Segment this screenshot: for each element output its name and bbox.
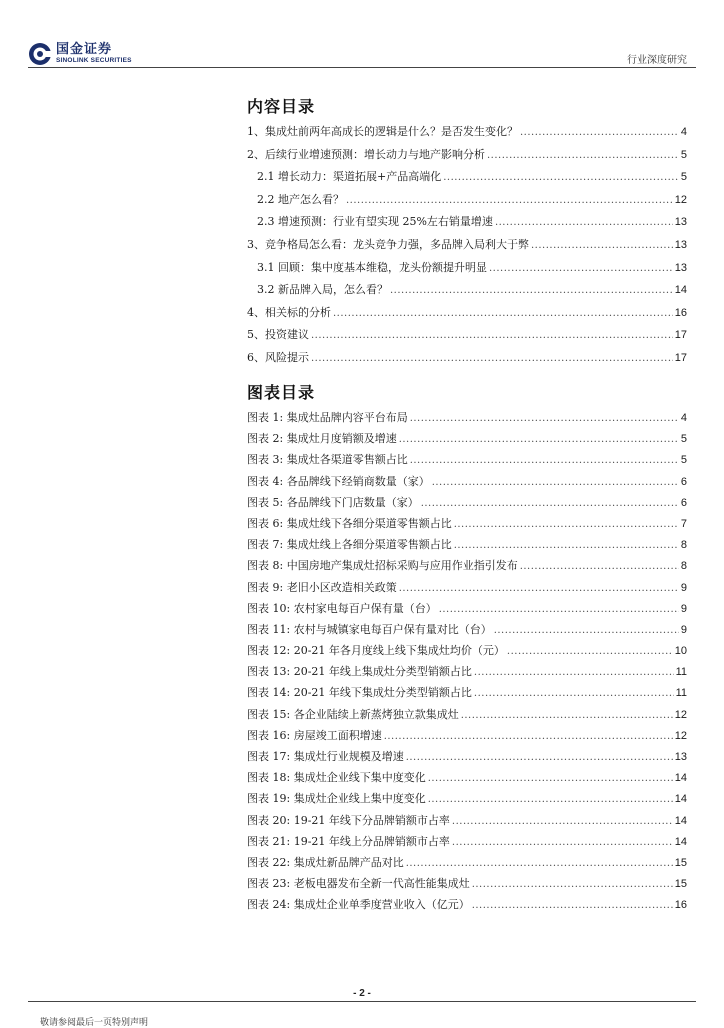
toc-entry-label: 2、后续行业增速预测：增长动力与地产影响分析 xyxy=(247,147,485,161)
figure-entry-label: 图表 6: 集成灶线下各细分渠道零售额占比 xyxy=(247,516,452,530)
figure-entry-page: 6 xyxy=(680,496,687,509)
toc-list xyxy=(247,123,687,372)
toc-entry-label: 4、相关标的分析 xyxy=(247,305,331,319)
toc-entry[interactable] xyxy=(247,259,687,282)
figure-entry-page: 15 xyxy=(674,878,687,891)
figure-entry[interactable] xyxy=(247,790,687,811)
figure-entry-label: 图表 7: 集成灶线上各细分渠道零售额占比 xyxy=(247,538,452,552)
page-header xyxy=(0,0,724,70)
toc-entry[interactable] xyxy=(247,236,687,259)
toc-entry-page: 17 xyxy=(674,329,687,342)
toc-entry-page: 5 xyxy=(680,171,687,184)
dot-leader xyxy=(311,330,673,341)
page-number: - 2 - xyxy=(353,988,371,999)
dot-leader xyxy=(428,773,673,784)
dot-leader xyxy=(346,195,673,206)
toc-entry[interactable] xyxy=(247,123,687,146)
toc-entry-label: 2.3 增速预测：行业有望实现 25%左右销量增速 xyxy=(257,215,493,229)
figure-entry-page: 12 xyxy=(674,708,687,721)
figure-entry[interactable] xyxy=(247,854,687,875)
toc-entry-label: 3.1 回顾：集中度基本维稳，龙头份额提升明显 xyxy=(257,260,487,274)
toc-entry-page: 5 xyxy=(680,148,687,161)
toc-entry-label: 1、集成灶前两年高成长的逻辑是什么？是否发生变化？ xyxy=(247,125,518,138)
figure-entry-page: 5 xyxy=(680,433,687,446)
logo-english-name: SINOLINK SECURITIES xyxy=(56,57,132,65)
dot-leader xyxy=(472,900,673,911)
toc-entry[interactable] xyxy=(247,304,687,327)
figure-entry-label: 图表 13: 20-21 年线上集成灶分类型销额占比 xyxy=(247,665,472,679)
figure-entry-page: 11 xyxy=(675,687,687,700)
toc-entry[interactable] xyxy=(247,213,687,236)
toc-entry-label: 6、风险提示 xyxy=(247,350,309,364)
dot-leader xyxy=(454,540,679,551)
dot-leader xyxy=(452,837,673,848)
dot-leader xyxy=(399,434,679,445)
toc-entry[interactable] xyxy=(247,168,687,191)
figure-entry[interactable] xyxy=(247,621,687,642)
toc-entry[interactable] xyxy=(247,146,687,169)
dot-leader xyxy=(410,413,679,424)
figure-entry[interactable] xyxy=(247,896,687,917)
figure-entry[interactable] xyxy=(247,833,687,854)
figure-entry-page: 5 xyxy=(680,454,687,467)
figure-entry-label: 图表 20: 19-21 年线下分品牌销额市占率 xyxy=(247,813,450,827)
dot-leader xyxy=(474,667,674,678)
logo-chinese-name: 国金证券 xyxy=(56,42,113,58)
figure-entry-label: 图表 11: 农村与城镇家电每百户保有量对比（台） xyxy=(247,622,492,636)
figures-list xyxy=(247,409,687,918)
dot-leader xyxy=(432,477,679,488)
figure-entry-page: 14 xyxy=(674,772,687,785)
dot-leader xyxy=(384,731,673,742)
figure-entry[interactable] xyxy=(247,473,687,494)
header-divider xyxy=(28,67,696,68)
figure-entry-label: 图表 4: 各品牌线下经销商数量（家） xyxy=(247,474,430,488)
figure-entry-label: 图表 16: 房屋竣工面积增速 xyxy=(247,728,382,742)
figure-entry-page: 14 xyxy=(674,835,687,848)
toc-entry-label: 2.2 地产怎么看？ xyxy=(257,192,344,206)
figure-entry-label: 图表 10: 农村家电每百户保有量（台） xyxy=(247,601,437,615)
dot-leader xyxy=(311,353,673,364)
dot-leader xyxy=(507,646,673,657)
dot-leader xyxy=(472,879,673,890)
figure-entry[interactable] xyxy=(247,642,687,663)
figure-entry[interactable] xyxy=(247,769,687,790)
figure-entry[interactable] xyxy=(247,557,687,578)
toc-entry-page: 16 xyxy=(674,306,687,319)
dot-leader xyxy=(520,561,679,572)
dot-leader xyxy=(452,816,673,827)
figure-entry-label: 图表 18: 集成灶企业线下集中度变化 xyxy=(247,771,426,785)
figure-entry-page: 14 xyxy=(674,793,687,806)
figure-entry-page: 9 xyxy=(680,602,687,615)
figure-entry-page: 9 xyxy=(680,581,687,594)
document-type: 行业深度研究 xyxy=(627,55,687,66)
figure-entry-label: 图表 14: 20-21 年线下集成灶分类型销额占比 xyxy=(247,686,472,700)
figure-entry-page: 12 xyxy=(674,729,687,742)
figure-entry-page: 8 xyxy=(680,560,687,573)
figure-entry-label: 图表 22: 集成灶新品牌产品对比 xyxy=(247,855,404,869)
figure-entry[interactable] xyxy=(247,451,687,472)
dot-leader xyxy=(428,794,673,805)
dot-leader xyxy=(461,710,673,721)
toc-entry[interactable] xyxy=(247,281,687,304)
figure-entry-page: 10 xyxy=(674,645,687,658)
toc-title: 内容目录 xyxy=(247,97,316,116)
figure-entry-label: 图表 17: 集成灶行业规模及增速 xyxy=(247,750,404,763)
toc-entry-page: 17 xyxy=(674,351,687,364)
figure-entry[interactable] xyxy=(247,812,687,833)
figure-entry[interactable] xyxy=(247,536,687,557)
figure-entry-label: 图表 15: 各企业陆续上新蒸烤独立款集成灶 xyxy=(247,707,459,721)
figure-entry-label: 图表 1: 集成灶品牌内容平台布局 xyxy=(247,411,408,424)
figure-entry-label: 图表 21: 19-21 年线上分品牌销额市占率 xyxy=(247,834,450,848)
figure-entry[interactable] xyxy=(247,875,687,896)
dot-leader xyxy=(410,455,679,466)
dot-leader xyxy=(531,240,673,251)
dot-leader xyxy=(489,263,673,274)
figure-entry[interactable] xyxy=(247,684,687,705)
company-logo xyxy=(28,42,132,66)
figure-entry[interactable] xyxy=(247,706,687,727)
figure-entry-label: 图表 2: 集成灶月度销额及增速 xyxy=(247,432,397,446)
dot-leader xyxy=(406,858,673,869)
toc-entry-label: 3、竞争格局怎么看：龙头竞争力强，多品牌入局利大于弊 xyxy=(247,237,529,251)
figure-entry-label: 图表 24: 集成灶企业单季度营业收入（亿元） xyxy=(247,898,470,912)
toc-entry[interactable] xyxy=(247,191,687,214)
dot-leader xyxy=(487,150,679,161)
toc-entry-page: 13 xyxy=(674,261,687,274)
figure-entry[interactable] xyxy=(247,727,687,748)
dot-leader xyxy=(495,217,673,228)
figure-entry-page: 4 xyxy=(680,412,687,424)
figure-entry[interactable] xyxy=(247,579,687,600)
toc-entry-page: 13 xyxy=(674,216,687,229)
footer-divider xyxy=(28,1001,696,1002)
toc-entry-page: 13 xyxy=(674,238,687,251)
figure-entry-page: 8 xyxy=(680,539,687,552)
toc-entry-label: 3.2 新品牌入局，怎么看？ xyxy=(257,283,388,297)
figure-entry-page: 15 xyxy=(674,856,687,869)
figure-entry-label: 图表 19: 集成灶企业线上集中度变化 xyxy=(247,792,426,806)
figure-entry[interactable] xyxy=(247,515,687,536)
figure-entry-page: 11 xyxy=(675,666,687,679)
toc-entry[interactable] xyxy=(247,349,687,372)
toc-entry-page: 12 xyxy=(674,193,687,206)
figure-entry-page: 13 xyxy=(674,751,687,763)
figure-entry[interactable] xyxy=(247,409,687,430)
toc-entry-page: 4 xyxy=(680,126,687,138)
disclaimer-note: 敬请参阅最后一页特别声明 xyxy=(40,1018,149,1028)
figure-entry-page: 14 xyxy=(674,814,687,827)
dot-leader xyxy=(494,625,679,636)
dot-leader xyxy=(421,498,679,509)
dot-leader xyxy=(474,688,674,699)
dot-leader xyxy=(443,172,679,183)
toc-entry-label: 5、投资建议 xyxy=(247,328,309,342)
figure-entry-label: 图表 5: 各品牌线下门店数量（家） xyxy=(247,495,419,509)
dot-leader xyxy=(520,127,679,138)
figure-entry-label: 图表 8: 中国房地产集成灶招标采购与应用作业指引发布 xyxy=(247,559,518,573)
dot-leader xyxy=(333,308,673,319)
dot-leader xyxy=(399,583,679,594)
figure-entry-label: 图表 12: 20-21 年各月度线上线下集成灶均价（元） xyxy=(247,644,505,658)
figure-entry-page: 6 xyxy=(680,475,687,488)
toc-entry[interactable] xyxy=(247,326,687,349)
figure-entry[interactable] xyxy=(247,748,687,769)
figure-entry[interactable] xyxy=(247,600,687,621)
figures-title: 图表目录 xyxy=(247,383,316,402)
dot-leader xyxy=(406,752,673,763)
dot-leader xyxy=(454,519,679,530)
dot-leader xyxy=(390,285,673,296)
figure-entry-page: 7 xyxy=(680,517,687,530)
figure-entry[interactable] xyxy=(247,494,687,515)
figure-entry[interactable] xyxy=(247,430,687,451)
figure-entry[interactable] xyxy=(247,663,687,684)
sinolink-logo-icon xyxy=(28,42,52,66)
figure-entry-page: 16 xyxy=(674,899,687,912)
dot-leader xyxy=(439,604,679,615)
figure-entry-page: 9 xyxy=(680,623,687,636)
toc-entry-page: 14 xyxy=(674,284,687,297)
toc-entry-label: 2.1 增长动力：渠道拓展+产品高端化 xyxy=(257,170,442,184)
figure-entry-label: 图表 9: 老旧小区改造相关政策 xyxy=(247,580,397,594)
figure-entry-label: 图表 23: 老板电器发布全新一代高性能集成灶 xyxy=(247,877,470,891)
figure-entry-label: 图表 3: 集成灶各渠道零售额占比 xyxy=(247,453,408,467)
